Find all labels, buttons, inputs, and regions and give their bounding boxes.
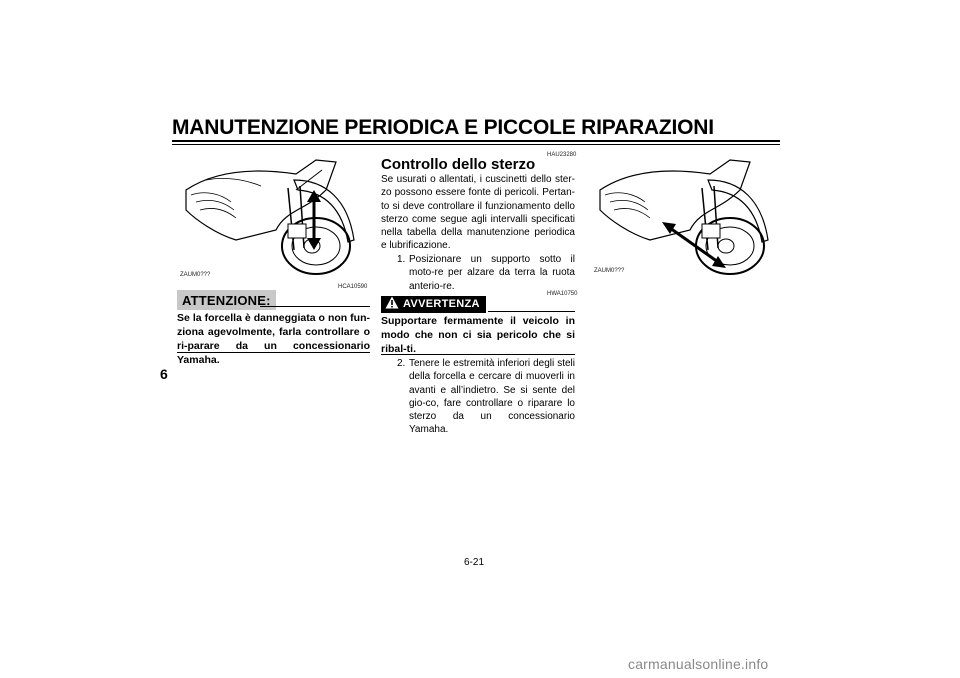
step-2 (397, 357, 575, 437)
step-1-number: 1. (397, 254, 406, 265)
step-1 (397, 253, 575, 293)
warning-text: Supportare fermamente il veicolo in modo che non ci sia pericolo che si ribal-ti. (381, 315, 575, 355)
warning-code: HWA10750 (547, 291, 578, 297)
header-rule (172, 140, 780, 142)
caution-rule-top (260, 306, 370, 307)
figure-left-label: ZAUM0??? (180, 272, 211, 278)
fork-illustration (176, 150, 366, 278)
warning-badge (381, 296, 486, 313)
section-title: Controllo dello sterzo (381, 156, 536, 173)
step-2-text: Tenere le estremità inferiori degli steli della forcella e cercare di muoverli in avanti e all’indietro. Se si sente del gio-co, fare controllare o riparare lo sterzo da un concessionario Yamaha. (409, 358, 575, 436)
section-code: HAU23280 (547, 152, 577, 158)
watermark: carmanualsonline.info (628, 656, 769, 672)
page-title: MANUTENZIONE PERIODICA E PICCOLE RIPARAZIONI (172, 116, 714, 139)
section-intro: Se usurati o allentati, i cuscinetti dello ster-zo possono essere fonte di pericoli. Pertan-to si deve controllare il funzionamento dello sterzo come segue agli intervalli specificati nella tabella della manutenzione periodica e lubrificazione. (381, 174, 575, 252)
steering-illustration (590, 150, 780, 278)
warning-rule-bottom (381, 354, 575, 355)
steering-drawing (590, 150, 780, 278)
figure-right-label: ZAUM0??? (594, 268, 625, 274)
caution-rule-bottom (177, 352, 370, 353)
page-number: 6-21 (464, 557, 485, 568)
warning-badge-label: AVVERTENZA (403, 298, 480, 310)
warning-triangle-icon (385, 296, 399, 313)
header-rule-thin (172, 144, 780, 145)
step-1-text: Posizionare un supporto sotto il moto-re per alzare da terra la ruota anterio-re. (409, 254, 575, 292)
chapter-tab: 6 (160, 366, 168, 382)
caution-text: Se la forcella è danneggiata o non fun-ziona agevolmente, farla controllare o ri-parare da un concessionario Yamaha. (177, 312, 370, 366)
caution-badge: ATTENZIONE: (177, 290, 276, 310)
fork-drawing (176, 150, 366, 278)
step-2-number: 2. (397, 358, 406, 369)
figure-left-code: HCA10590 (338, 284, 368, 290)
warning-rule-top (488, 311, 575, 312)
